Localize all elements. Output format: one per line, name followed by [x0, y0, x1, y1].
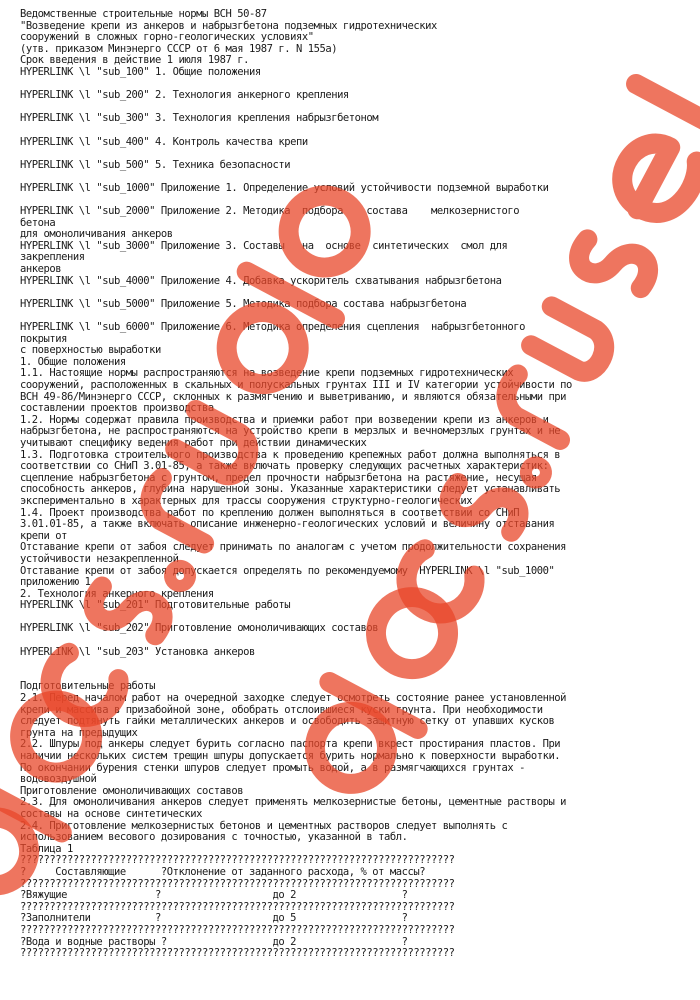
toc-link-line[interactable]: HYPERLINK \l "sub_5000" Приложение 5. Методика подбора состава набрызгбетона: [20, 297, 467, 310]
document-text: [20, 9, 690, 960]
text-line: Отставание крепи от забоя следует принимать по аналогам с учетом продолжительности сохранения: [20, 541, 567, 554]
text-line: устойчивости незакрепленной: [20, 552, 179, 565]
text-line: соответствии со СНиП 3.01-85, а также включать проверку следующих расчетных характеристик:: [20, 460, 549, 473]
text-line: 1.2. Нормы содержат правила производства и приемки работ при возведении крепи из анкеров и: [20, 413, 549, 426]
text-line: "Возведение крепи из анкеров и набрызгбетона подземных гидротехнических: [20, 19, 437, 32]
text-line: (утв. приказом Минэнерго СССР от 6 мая 1987 г. N 155а): [20, 42, 338, 55]
text-line: использованием весового дозирования с точностью, указанной в табл.: [20, 831, 408, 844]
toc-link-line[interactable]: HYPERLINK \l "sub_201" Подготовительные работы: [20, 599, 291, 612]
text-line: Приготовление омоноличивающих составов: [20, 784, 244, 797]
text-line: следует подтянуть гайки металлических анкеров и освободить защитную сетку от упавших кусков: [20, 715, 555, 728]
text-line: По окончании бурения стенки шпуров следует промыть водой, а в размягчающихся грунтах -: [20, 761, 525, 774]
text-line: Срок введения в действие 1 июля 1987 г.: [20, 54, 249, 67]
text-line: ?Заполнители ? до 5 ?: [20, 912, 408, 925]
toc-link-line[interactable]: HYPERLINK \l "sub_4000" Приложение 4. Добавка ускоритель схватывания набрызгбетона: [20, 274, 502, 287]
toc-link-line[interactable]: HYPERLINK \l "sub_200" 2. Технология анкерного крепления: [20, 89, 349, 102]
text-line: приложению 1: [20, 576, 91, 589]
text-line: 1. Общие положения: [20, 355, 126, 368]
text-line: сооружений, расположенных в скальных и полускальных грунтах III и IV категории устойчивости по: [20, 379, 572, 391]
toc-link-line[interactable]: HYPERLINK \l "sub_1000" Приложение 1. Определение условий устойчивости подземной выработки: [20, 181, 549, 194]
text-line: Подготовительные работы: [20, 680, 156, 693]
text-line: покрытия: [20, 332, 67, 345]
toc-link-line[interactable]: HYPERLINK \l "sub_202" Приготовление омоноличивающих составов: [20, 622, 379, 635]
text-line: бетона: [20, 216, 56, 229]
toc-link-line[interactable]: HYPERLINK \l "sub_300" 3. Технология крепления набрызгбетоном: [20, 112, 379, 125]
text-line: ?Вяжущие ? до 2 ?: [20, 889, 408, 902]
text-line: 2.3. Для омоноличивания анкеров следует применять мелкозернистые бетоны, цементные растворы и: [20, 796, 567, 809]
text-line: 2.1. Перед началом работ на очередной заходке следует осмотреть состояние ранее установленной: [20, 692, 567, 705]
text-line: ? Составляющие ?Отклонение от заданного расхода, % от массы?: [20, 865, 426, 878]
text-line: составы на основе синтетических: [20, 807, 203, 820]
text-line: наличии нескольких систем трещин шпуры допускается бурить нормально к поверхности выработки.: [20, 750, 561, 762]
text-line: ??????????????????????????????????????????????????????????????????????????: [20, 854, 455, 867]
text-line: с поверхностью выработки: [20, 344, 161, 357]
text-line: Таблица 1: [20, 842, 73, 855]
text-line: анкеров: [20, 263, 62, 276]
text-line: [20, 658, 690, 670]
text-line: 1.1. Настоящие нормы распространяются на возведение крепи подземных гидротехнических: [20, 367, 514, 380]
text-line: закрепления: [20, 251, 85, 264]
text-line: крепи от: [20, 529, 67, 542]
text-line: ??????????????????????????????????????????????????????????????????????????: [20, 947, 455, 960]
text-line: ??????????????????????????????????????????????????????????????????????????: [20, 900, 455, 913]
text-line: для омоноличивания анкеров: [20, 228, 173, 241]
toc-link-line[interactable]: HYPERLINK \l "sub_100" 1. Общие положения: [20, 65, 261, 78]
toc-link-line[interactable]: HYPERLINK \l "sub_400" 4. Контроль качества крепи: [20, 135, 308, 148]
toc-link-line[interactable]: HYPERLINK \l "sub_500" 5. Техника безопасности: [20, 158, 291, 171]
text-line: экспериментально в характерных для трассы сооружения структурно-геологических: [20, 494, 473, 507]
text-line: сцепление набрызгбетона с грунтом, предел прочности набрызгбетона на растяжение, несущая: [20, 471, 537, 484]
text-line: сооружений в сложных горно-геологических условиях": [20, 31, 314, 44]
text-line: ?Вода и водные растворы ? до 2 ?: [20, 935, 408, 948]
text-line: способность анкеров, глубина нарушенной зоны. Указанные характеристики следует устанавливать: [20, 483, 561, 496]
toc-link-line[interactable]: HYPERLINK \l "sub_3000" Приложение 3. Составы на основе синтетических смол для: [20, 239, 508, 252]
toc-link-line[interactable]: HYPERLINK \l "sub_2000" Приложение 2. Методика подбора состава мелкозернистого: [20, 205, 520, 218]
text-line: 3.01.01-85, а также включать описание инженерно-геологических условий и величину отставания: [20, 518, 555, 531]
text-line: крепи и массива в призабойной зоне, обобрать отслоившиеся куски грунта. При необходимости: [20, 703, 543, 716]
text-line: грунта на предыдущих: [20, 726, 138, 739]
text-line: [20, 635, 690, 647]
text-line: набрызгбетона, не распространяются на устройство крепи в мерзлых и вечномерзлых грунтах и не: [20, 425, 561, 438]
text-line: 1.3. Подготовка строительного производства к проведению крепежных работ должна выполняться в: [20, 448, 561, 461]
text-line: ??????????????????????????????????????????????????????????????????????????: [20, 923, 455, 936]
text-line: 2.2. Шпуры под анкеры следует бурить согласно паспорта крепи вкрест простирания пластов. При: [20, 738, 561, 751]
text-line: ВСН 49-86/Минэнерго СССР, склонных к размягчению и выветриванию, и являются обязательными при: [20, 390, 567, 403]
toc-link-line[interactable]: HYPERLINK \l "sub_6000" Приложение 6. Методика определения сцепления набрызгбетонного: [20, 321, 525, 334]
text-line: ??????????????????????????????????????????????????????????????????????????: [20, 877, 455, 890]
toc-link-line[interactable]: HYPERLINK \l "sub_203" Установка анкеров: [20, 645, 255, 658]
text-line: составлении проектов производства: [20, 402, 214, 415]
text-line: 2.4. Приготовление мелкозернистых бетонов и цементных растворов следует выполнять с: [20, 819, 508, 832]
text-line: Отставание крепи от забоя допускается определять по рекомендуемому HYPERLINK \l "sub_1000": [20, 564, 555, 577]
text-line: 2. Технология анкерного крепления: [20, 587, 214, 600]
text-line: учитывают специфику ведения работ при действии динамических: [20, 436, 367, 449]
text-line: [20, 148, 690, 160]
text-line: 1.4. Проект производства работ по креплению должен выполняться в соответствии со СНиП: [20, 506, 520, 519]
text-line: Ведомственные строительные нормы ВСН 50-87: [20, 8, 267, 20]
text-line: водовоздушной: [20, 773, 97, 786]
text-line: [20, 125, 690, 137]
